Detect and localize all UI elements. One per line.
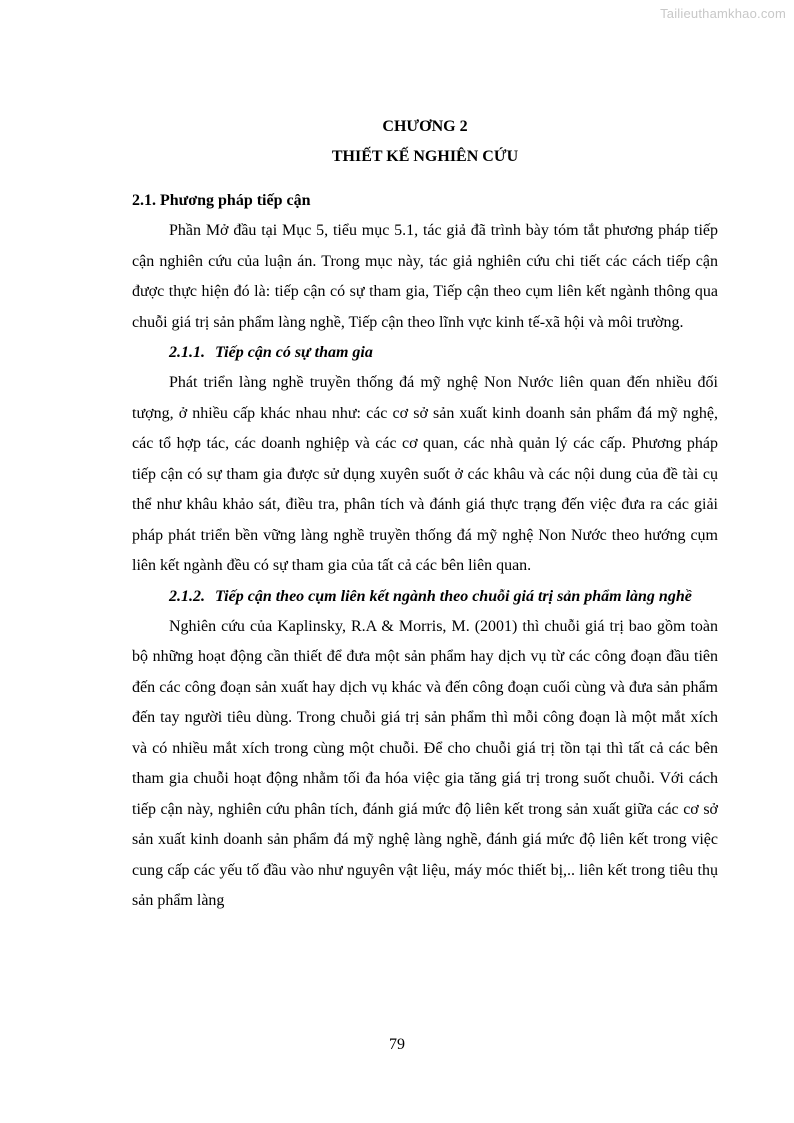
- document-page: [132, 112, 718, 917]
- subsection-paragraph-2-1-2: Nghiên cứu của Kaplinsky, R.A & Morris, M. (2001) thì chuỗi giá trị bao gồm toàn bộ những hoạt động cần thiết để đưa một sản phẩm hay dịch vụ từ các công đoạn đầu tiên đến các công đoạn sản xuất hay dịch vụ khác và đến công đoạn cuối cùng và đưa sản phẩm đến tay người tiêu dùng. Trong chuỗi giá trị sản phẩm thì mỗi công đoạn là một mắt xích và có nhiều mắt xích trong cùng một chuỗi. Để cho chuỗi giá trị tồn tại thì tất cả các bên tham gia chuỗi hoạt động nhằm tối đa hóa việc gia tăng giá trị trong suốt chuỗi. Với cách tiếp cận này, nghiên cứu phân tích, đánh giá mức độ liên kết trong sản xuất giữa các cơ sở sản xuất kinh doanh sản phẩm đá mỹ nghệ làng nghề, đánh giá mức độ liên kết trong việc cung cấp các yếu tố đầu vào như nguyên vật liệu, máy móc thiết bị,.. liên kết trong tiêu thụ sản phẩm làng: [132, 617, 718, 909]
- page-number: 79: [389, 1036, 405, 1053]
- subsection-title: Tiếp cận theo cụm liên kết ngành theo chuỗi giá trị sản phẩm làng nghề: [215, 587, 692, 605]
- watermark-text: Tailieuthamkhao.com: [660, 6, 786, 21]
- chapter-number: CHƯƠNG 2: [382, 118, 468, 135]
- section-heading: 2.1. Phương pháp tiếp cận: [132, 192, 311, 209]
- subsection-heading-2-1-2: [132, 582, 718, 612]
- subsection-number: 2.1.2.: [169, 587, 205, 605]
- section-intro-paragraph: Phần Mở đầu tại Mục 5, tiểu mục 5.1, tác giả đã trình bày tóm tắt phương pháp tiếp cận nghiên cứu của luận án. Trong mục này, tác giả nghiên cứu chi tiết các cách tiếp cận được thực hiện đó là: tiếp cận có sự tham gia, Tiếp cận theo cụm liên kết ngành thông qua chuỗi giá trị sản phẩm làng nghề, Tiếp cận theo lĩnh vực kinh tế-xã hội và môi trường.: [132, 222, 718, 331]
- chapter-title: THIẾT KẾ NGHIÊN CỨU: [331, 148, 519, 165]
- subsection-title: Tiếp cận có sự tham gia: [215, 344, 373, 361]
- subsection-number: 2.1.1.: [169, 344, 205, 361]
- subsection-heading-2-1-1: [132, 338, 718, 368]
- subsection-paragraph-2-1-1: Phát triển làng nghề truyền thống đá mỹ nghệ Non Nước liên quan đến nhiều đối tượng, ở nhiều cấp khác nhau như: các cơ sở sản xuất kinh doanh sản phẩm đá mỹ nghệ, các tổ hợp tác, các doanh nghiệp và các cơ quan, các nhà quản lý các cấp. Phương pháp tiếp cận có sự tham gia được sử dụng xuyên suốt ở các khâu và các nội dung của đề tài cụ thể như khâu khảo sát, điều tra, phân tích và đánh giá thực trạng đến việc đưa ra các giải pháp phát triển bền vững làng nghề truyền thống đá mỹ nghệ Non Nước theo hướng cụm liên kết ngành đều có sự tham gia của tất cả các bên liên quan.: [132, 374, 718, 574]
